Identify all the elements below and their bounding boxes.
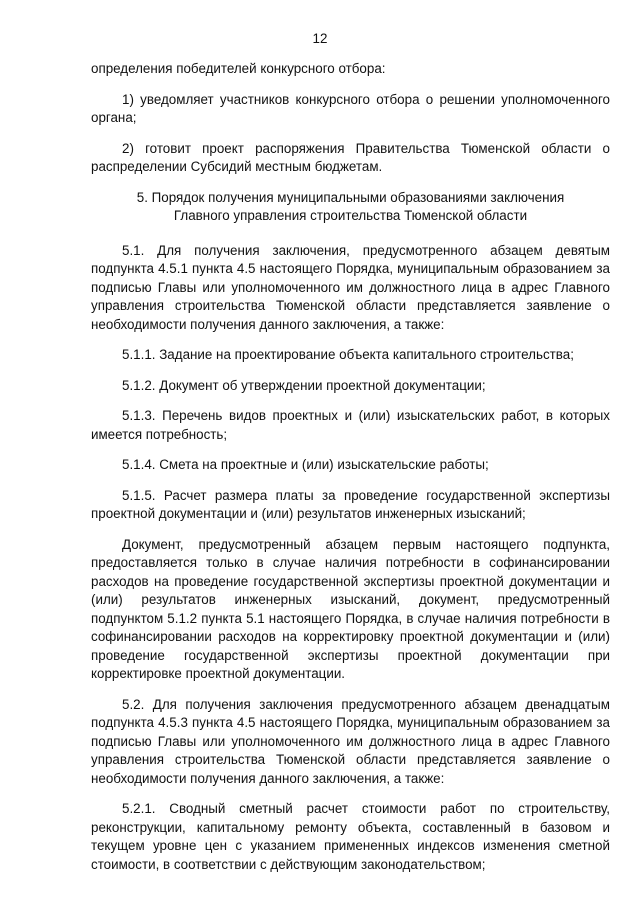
paragraph-5-1-1: 5.1.1. Задание на проектирование объекта капитального строительства;	[122, 347, 574, 362]
paragraph-item-2: 2) готовит проект распоряжения Правительства Тюменской области о распределении Субсидий местным бюджетам.	[91, 140, 610, 174]
paragraph-item-1: 1) уведомляет участников конкурсного отбора о решении уполномоченного органа;	[91, 91, 610, 125]
paragraph-5-2: 5.2. Для получения заключения предусмотренного абзацем двенадцатым подпункта 4.5.3 пункта 4.5 настоящего Порядка, муниципальным образованием за подписью Главы или уполномоченного им должностного лица в адрес Главного управления строительства Тюменской области представляется заявление о необходимости получения данного заключения, а также:	[91, 696, 610, 786]
paragraph-document-note: Документ, предусмотренный абзацем первым настоящего подпункта, предоставляется только в случае наличия потребности в софинансировании расходов на проведение государственной экспертизы проектной документации и (или) результатов инженерных изысканий, документ, предусмотренный подпунктом 5.1.2 пункта 5.1 настоящего Порядка, в случае наличия потребности в софинансировании расходов на корректировку проектной документации и (или) проведение государственной экспертизы проектной документации при корректировке проектной документации.	[91, 536, 610, 681]
section-heading	[91, 189, 610, 226]
paragraph-5-1-5: 5.1.5. Расчет размера платы за проведение государственной экспертизы проектной документации и (или) результатов инженерных изысканий;	[91, 487, 610, 521]
paragraph-5-1-2: 5.1.2. Документ об утверждении проектной документации;	[122, 377, 486, 393]
document-body	[91, 60, 610, 886]
paragraph-5-2-1: 5.2.1. Сводный сметный расчет стоимости работ по строительству, реконструкции, капитальному ремонту объекта, составленный в базовом и текущем уровне цен с указанием примененных индексов изменения сметной стоимости, в соответствии с действующим законодательством;	[91, 801, 610, 872]
paragraph-5-1-4: 5.1.4. Смета на проектные и (или) изыскательские работы;	[122, 457, 489, 472]
page-number: 12	[312, 31, 328, 46]
paragraph-5-1-3: 5.1.3. Перечень видов проектных и (или) изыскательских работ, в которых имеется потребность;	[91, 408, 610, 442]
section-heading-line-2: Главного управления строительства Тюменской области	[173, 208, 528, 223]
paragraph-5-1: 5.1. Для получения заключения, предусмотренного абзацем девятым подпункта 4.5.1 пункта 4.5 настоящего Порядка, муниципальным образованием за подписью Главы или уполномоченного им должностного лица в адрес Главного управления строительства Тюменской области представляется заявление о необходимости получения данного заключения, а также:	[91, 242, 610, 332]
paragraph-continuation: определения победителей конкурсного отбора:	[91, 61, 386, 76]
section-heading-line-1: 5. Порядок получения муниципальными образованиями заключения	[136, 189, 565, 205]
